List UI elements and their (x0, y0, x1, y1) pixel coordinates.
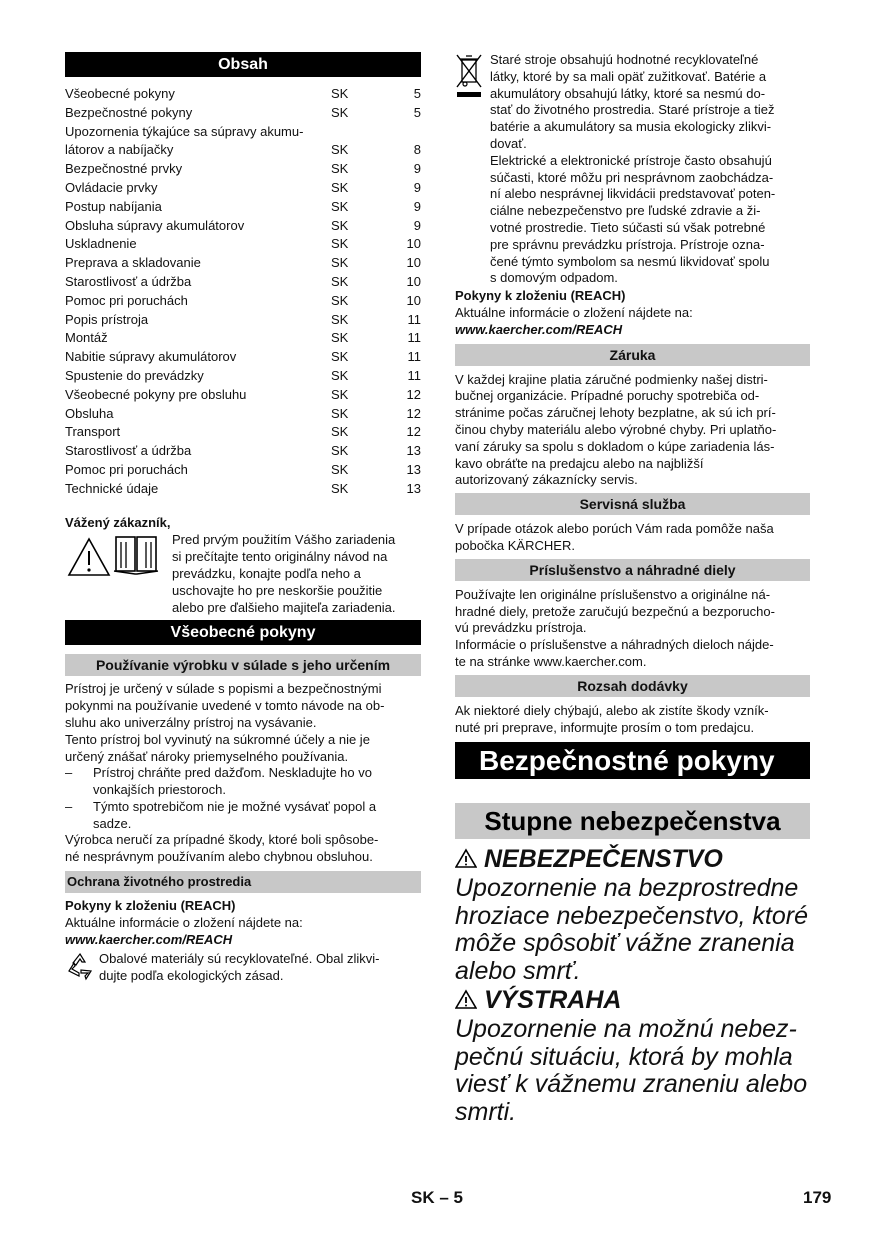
toc-page: 12 (406, 405, 421, 421)
disposal-line: pre správnu prevádzku prístroja. Prístroje ozna- (490, 236, 765, 252)
danger-line: hroziace nebezpečenstvo, ktoré (455, 901, 808, 930)
warning-triangle-icon (67, 536, 111, 578)
disposal-line: ní alebo nesprávnej likvidácii predstavovať poten- (490, 186, 776, 202)
danger-heading: NEBEZPEČENSTVO (483, 845, 723, 874)
danger-line: Upozornenie na bezprostredne (455, 874, 799, 903)
toc-lang: SK (331, 480, 349, 496)
accessories-text (455, 587, 810, 671)
toc-row[interactable] (65, 141, 421, 160)
toc-lang: SK (331, 104, 349, 120)
delivery-text (455, 703, 810, 737)
toc-lang: SK (331, 273, 349, 289)
toc-title: Transport (65, 424, 121, 440)
toc-lang: SK (331, 311, 349, 327)
disposal-line: Elektrické a elektronické prístroje často obsahujú (490, 152, 772, 168)
usage-text: Tento prístroj bol vyvinutý na súkromné účely a nie je (65, 731, 370, 747)
toc-lang: SK (331, 179, 349, 195)
toc-row[interactable] (65, 160, 421, 179)
toc-title: Upozornenia týkajúce sa súpravy akumu- (65, 123, 304, 139)
accessories-line: hradné diely, pretože zaručujú bezpečnú a bezporucho- (455, 603, 775, 619)
toc-title: látorov a nabíjačky (65, 142, 174, 158)
disposal-line: batérie a akumulátory sa musia ekologicky zlikvi- (490, 119, 772, 135)
toc-lang: SK (331, 142, 349, 158)
toc-page: 5 (413, 104, 421, 120)
toc-page: 9 (413, 217, 421, 233)
toc-row[interactable] (65, 292, 421, 311)
toc-lang: SK (331, 461, 349, 477)
delivery-line: nuté pri preprave, informujte prosím o tom predajcu. (455, 719, 755, 735)
reach-title: Pokyny k zloženiu (REACH) (65, 898, 236, 914)
toc-title: Montáž (65, 330, 108, 346)
warranty-section-title: Záruka (455, 344, 810, 366)
danger-line: môže spôsobiť vážne zranenia (455, 929, 795, 958)
warning-triangle-icon (455, 848, 477, 868)
usage-text: né nesprávnym používaním alebo chybnou obsluhou. (65, 849, 373, 865)
warning-line: smrti. (455, 1097, 517, 1126)
toc-page: 13 (406, 461, 421, 477)
warranty-line: vaní záruky sa spolu s dokladom o kúpe zariadenia lás- (455, 438, 775, 454)
warranty-line: bučnej organizácie. Prípadné poruchy spotrebiča od- (455, 388, 760, 404)
disposal-line: ciálne nebezpečenstvo pre ľudské zdravie a ži- (490, 203, 761, 219)
toc-page: 10 (406, 255, 421, 271)
danger-line: alebo smrť. (455, 956, 581, 985)
toc-row[interactable] (65, 311, 421, 330)
open-book-icon (113, 534, 159, 576)
toc-title: Obsluha súpravy akumulátorov (65, 217, 245, 233)
delivery-line: Ak niektoré diely chýbajú, alebo ak zistíte škody vzník- (455, 702, 769, 718)
disposal-line: votné prostredie. Tieto súčasti sú však potrebné (490, 219, 766, 235)
warranty-line: autorizovaný zákaznícky servis. (455, 472, 638, 488)
toc-title: Technické údaje (65, 480, 159, 496)
customer-line: alebo pre ďalšieho majiteľa zariadenia. (172, 599, 396, 615)
toc-row[interactable] (65, 442, 421, 461)
safety-section-title: Bezpečnostné pokyny (455, 742, 810, 779)
toc-row[interactable] (65, 423, 421, 442)
environment-section-title: Ochrana životného prostredia (65, 871, 421, 893)
warning-line: pečnú situáciu, ktorá by mohla (455, 1042, 793, 1071)
toc-lang: SK (331, 386, 349, 402)
toc-title: Starostlivosť a údržba (65, 443, 192, 459)
warranty-line: kavo obráťte na predajcu alebo na najbližší (455, 455, 704, 471)
toc-row[interactable] (65, 217, 421, 236)
service-line: V prípade otázok alebo porúch Vám rada pomôže naša (455, 521, 774, 537)
toc-title: Všeobecné pokyny pre obsluhu (65, 386, 247, 402)
toc-lang (331, 123, 391, 142)
list-item: – Prístroj chráňte pred dažďom. Neskladujte ho vo vonkajších priestoroch. (65, 765, 421, 799)
accessories-line: vú prevádzku prístroja. (455, 620, 587, 636)
toc-title: Všeobecné pokyny (65, 86, 175, 101)
toc-row[interactable] (65, 480, 421, 499)
table-of-contents (65, 85, 421, 499)
toc-lang: SK (331, 367, 349, 383)
toc-lang: SK (331, 86, 349, 101)
toc-lang: SK (331, 405, 349, 421)
toc-page: 11 (407, 367, 421, 383)
service-text (455, 521, 810, 555)
toc-title: Popis prístroja (65, 311, 149, 327)
toc-title: Obsluha (65, 405, 114, 421)
disposal-line: stať do životného prostredia. Staré prístroje a tiež (490, 102, 775, 118)
disposal-line: Staré stroje obsahujú hodnotné recyklovateľné (490, 52, 759, 67)
toc-lang: SK (331, 424, 349, 440)
customer-line: prevádzku, konajte podľa neho a (172, 565, 361, 581)
toc-row[interactable] (65, 235, 421, 254)
toc-page: 10 (406, 236, 421, 252)
toc-page: 9 (413, 198, 421, 214)
toc-row[interactable] (65, 104, 421, 123)
toc-lang: SK (331, 161, 349, 177)
disposal-line: dovať. (490, 135, 527, 151)
hazard-levels-title: Stupne nebezpečenstva (455, 803, 810, 839)
customer-line: Pred prvým použitím Vášho zariadenia (172, 532, 396, 548)
toc-row[interactable] (65, 179, 421, 198)
toc-page: 13 (406, 480, 421, 496)
toc-page: 13 (406, 443, 421, 459)
accessories-line: Používajte len originálne príslušenstvo a originálne ná- (455, 586, 771, 602)
reach-text: Aktuálne informácie o zložení nájdete na: (65, 914, 303, 930)
toc-row[interactable] (65, 348, 421, 367)
toc-row[interactable] (65, 367, 421, 386)
page-number: 179 (803, 1188, 832, 1207)
toc-lang: SK (331, 198, 349, 214)
toc-lang: SK (331, 255, 349, 271)
toc-title: Ovládacie prvky (65, 179, 158, 195)
toc-lang: SK (331, 443, 349, 459)
accessories-line: te na stránke www.kaercher.com. (455, 653, 647, 669)
packaging-text: dujte podľa ekologických zásad. (99, 968, 284, 984)
toc-title: Preprava a skladovanie (65, 255, 201, 271)
toc-row[interactable] (65, 461, 421, 480)
usage-text: sluhu ako univerzálny prístroj na vysávanie. (65, 714, 317, 730)
toc-title: Postup nabíjania (65, 198, 162, 214)
toc-page: 5 (413, 86, 421, 101)
list-item: – Týmto spotrebičom nie je možné vysávať popol a sadze. (65, 799, 421, 833)
accessories-section-title: Príslušenstvo a náhradné diely (455, 559, 810, 581)
toc-title: Starostlivosť a údržba (65, 273, 192, 289)
toc-page: 11 (407, 349, 421, 365)
warning-line: viesť k vážnemu zraneniu alebo (455, 1070, 808, 1099)
reach-title: Pokyny k zloženiu (REACH) (455, 288, 626, 304)
reach-link[interactable]: www.kaercher.com/REACH (455, 321, 623, 337)
toc-row[interactable] (65, 329, 421, 348)
toc-row[interactable] (65, 405, 421, 424)
toc-row[interactable] (65, 123, 421, 142)
toc-page: 11 (407, 311, 421, 327)
toc-page: 11 (407, 330, 421, 346)
toc-lang: SK (331, 292, 349, 308)
usage-text: určený znášať nároky priemyselného používania. (65, 748, 349, 764)
toc-title: Pomoc pri poruchách (65, 461, 188, 477)
customer-line: si prečítajte tento originálny návod na (172, 549, 388, 565)
toc-page: 8 (413, 142, 421, 158)
toc-lang: SK (331, 330, 349, 346)
warning-line: Upozornenie na možnú nebez- (455, 1015, 797, 1044)
service-line: pobočka KÄRCHER. (455, 537, 575, 553)
toc-row[interactable] (65, 198, 421, 217)
service-section-title: Servisná služba (455, 493, 810, 515)
toc-page: 9 (413, 179, 421, 195)
warning-block (455, 985, 810, 1126)
customer-section (65, 515, 421, 617)
toc-title: Bezpečnostné pokyny (65, 104, 193, 120)
toc-lang: SK (331, 236, 349, 252)
accessories-line: Informácie o príslušenstve a náhradných dieloch nájde- (455, 637, 774, 653)
usage-text: Prístroj je určený v súlade s popismi a bezpečnostnými (65, 681, 382, 697)
recycling-icon (65, 951, 95, 981)
disposal-line: akumulátory obsahujú látky, ktoré sa nesmú do- (490, 85, 766, 101)
warning-triangle-icon (455, 989, 477, 1009)
packaging-text: Obalové materiály sú recyklovateľné. Obal zlikvi- (99, 951, 380, 967)
left-column (65, 52, 421, 986)
danger-block (455, 844, 810, 985)
page-label: SK – 5 (411, 1188, 463, 1207)
toc-title: Obsah (65, 52, 421, 77)
toc-page: 12 (406, 386, 421, 402)
toc-title: Uskladnenie (65, 236, 137, 252)
customer-heading: Vážený zákazník, (65, 514, 171, 530)
toc-lang: SK (331, 217, 349, 233)
usage-section-title: Používanie výrobku v súlade s jeho určením (65, 654, 421, 676)
usage-bullet-list (65, 765, 421, 832)
usage-text: pokynmi na používanie uvedené v tomto návode na ob- (65, 698, 385, 714)
disposal-line: súčasti, ktoré môžu pri nesprávnom zaobchádza- (490, 169, 774, 185)
warranty-line: stránime počas záručnej lehoty bezplatne, ak sú ich prí- (455, 405, 776, 421)
toc-page: 10 (406, 292, 421, 308)
toc-title: Bezpečnostné prvky (65, 161, 183, 177)
usage-text: Výrobca neručí za prípadné škody, ktoré boli spôsobe- (65, 832, 379, 848)
toc-row[interactable] (65, 273, 421, 292)
toc-title: Spustenie do prevádzky (65, 367, 204, 383)
toc-title: Nabitie súpravy akumulátorov (65, 349, 237, 365)
reach-link[interactable]: www.kaercher.com/REACH (65, 931, 233, 947)
delivery-section-title: Rozsah dodávky (455, 675, 810, 697)
toc-lang: SK (331, 349, 349, 365)
warranty-text (455, 372, 810, 490)
toc-page: 9 (413, 161, 421, 177)
disposal-text (490, 52, 810, 287)
warning-heading: VÝSTRAHA (483, 986, 622, 1015)
general-section-title: Všeobecné pokyny (65, 620, 421, 645)
disposal-line: látky, ktoré by sa mali opäť zužitkovať. Batérie a (490, 68, 767, 84)
reach-text: Aktuálne informácie o zložení nájdete na: (455, 304, 693, 320)
customer-icons (65, 532, 172, 616)
warranty-line: V každej krajine platia záručné podmienky našej distri- (455, 371, 768, 387)
toc-row[interactable] (65, 254, 421, 273)
disposal-line: s domovým odpadom. (490, 270, 618, 286)
toc-row[interactable] (65, 386, 421, 405)
toc-page (391, 123, 421, 142)
toc-page: 12 (406, 424, 421, 440)
crossed-bin-icon (455, 54, 483, 100)
warranty-line: činou chyby materiálu alebo výrobné chyby. Pri uplatňo- (455, 421, 777, 437)
right-column (455, 52, 810, 1126)
toc-row[interactable] (65, 85, 421, 104)
toc-page: 10 (406, 273, 421, 289)
customer-line: uschovajte ho pre neskoršie použitie (172, 582, 383, 598)
disposal-line: čené týmto symbolom sa nesmú likvidovať spolu (490, 253, 770, 269)
toc-title: Pomoc pri poruchách (65, 292, 188, 308)
